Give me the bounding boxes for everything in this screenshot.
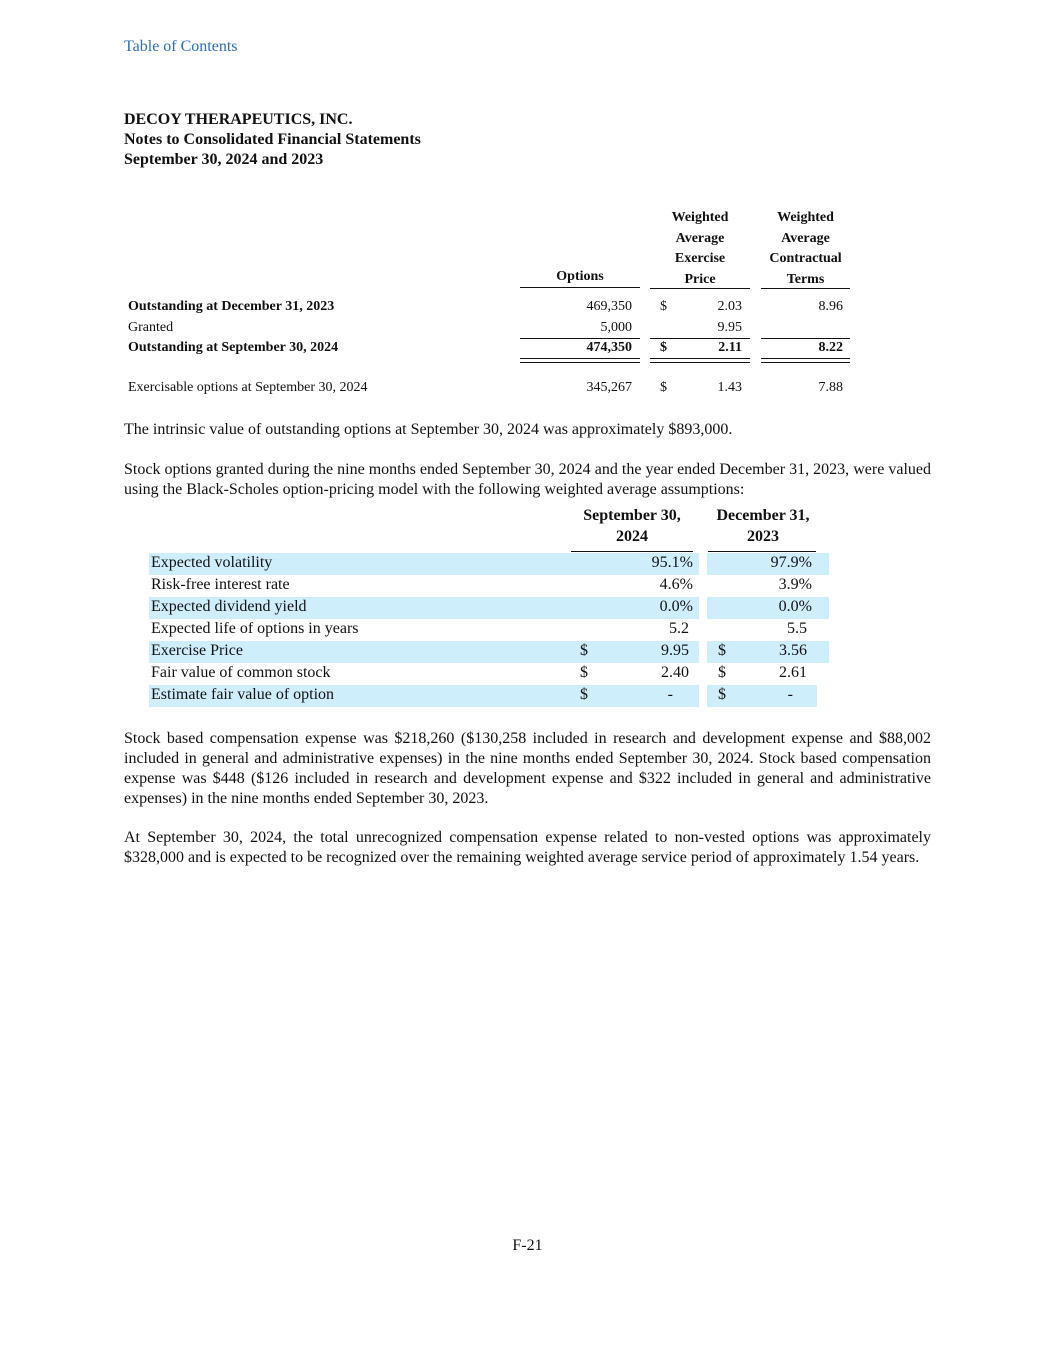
table-row: [149, 575, 829, 597]
dollar-sign: $: [718, 686, 726, 703]
price-value: 2.11: [718, 340, 742, 355]
table-row-label: Outstanding at September 30, 2024: [128, 340, 339, 355]
table-row-label: Granted: [128, 320, 174, 335]
dollar-sign: $: [660, 299, 667, 314]
options-value: 469,350: [586, 299, 632, 314]
dec-value: 3.9%: [778, 576, 812, 593]
assumption-label: Expected volatility: [151, 554, 273, 571]
table-row: [149, 663, 829, 685]
total-double-line: [520, 358, 640, 363]
table-row: [149, 685, 817, 707]
assumption-label: Expected life of options in years: [151, 620, 359, 637]
sept-value: 4.6%: [659, 576, 693, 593]
price-header-underline: [650, 288, 750, 289]
table-row-label: Outstanding at December 31, 2023: [128, 299, 335, 314]
terms-value: 8.22: [818, 340, 843, 355]
price-value: 1.43: [717, 380, 742, 395]
document-header: [124, 110, 421, 170]
dec-value: -: [787, 686, 793, 703]
page-number: F-21: [512, 1237, 543, 1254]
table-row: [149, 641, 829, 663]
dollar-sign: $: [660, 380, 667, 395]
terms-value: 7.88: [818, 380, 843, 395]
dec-value: 2.61: [779, 664, 807, 681]
dec-header-underline: [708, 551, 816, 552]
table-row: [149, 553, 829, 575]
options-value: 474,350: [586, 340, 632, 355]
sept-value: 0.0%: [659, 598, 693, 615]
sept-value: 95.1%: [651, 554, 693, 571]
options-value: 5,000: [600, 320, 632, 335]
total-double-line: [761, 358, 850, 363]
table-row-label: Exercisable options at September 30, 2024: [128, 380, 368, 395]
unrecognized-expense-paragraph: At September 30, 2024, the total unrecognized compensation expense related to non-vested options was approximately $328,000 and is expected to be recognized over the remaining weighted average service period of approximately 1.54 years.: [124, 829, 931, 866]
black-scholes-paragraph: Stock options granted during the nine months ended September 30, 2024 and the year ended December 31, 2023, were valued using the Black-Scholes option-pricing model with the following weighted average assumptions:: [124, 461, 931, 498]
subtotal-line: [650, 338, 750, 339]
intrinsic-value-paragraph: The intrinsic value of outstanding options at September 30, 2024 was approximately $893,000.: [124, 421, 733, 438]
sept-2024-column-header: September 30, 2024: [583, 507, 681, 545]
dollar-sign: $: [580, 642, 588, 659]
dec-value: 97.9%: [770, 554, 812, 571]
assumption-label: Estimate fair value of option: [151, 686, 335, 703]
dec-2023-column-header: December 31, 2023: [716, 507, 810, 545]
sept-header-underline: [571, 551, 693, 552]
table-row: [149, 597, 829, 619]
assumption-label: Expected dividend yield: [151, 598, 307, 615]
dollar-sign: $: [718, 642, 726, 659]
total-double-line: [650, 358, 750, 363]
subtotal-line: [761, 338, 850, 339]
price-value: 9.95: [717, 320, 742, 335]
dec-value: 3.56: [779, 642, 807, 659]
sept-value: -: [667, 686, 673, 703]
dec-value: 0.0%: [778, 598, 812, 615]
dollar-sign: $: [718, 664, 726, 681]
wa-exercise-price-header: Weighted Average Exercise Price: [671, 210, 729, 287]
wa-contractual-terms-header: Weighted Average Contractual Terms: [769, 210, 842, 287]
price-value: 2.03: [717, 299, 742, 314]
assumption-label: Exercise Price: [151, 642, 243, 659]
options-column-header: Options: [556, 269, 604, 284]
terms-value: 8.96: [818, 299, 843, 314]
notes-title: Notes to Consolidated Financial Statements: [124, 131, 421, 148]
compensation-paragraph: Stock based compensation expense was $218,260 ($130,258 included in research and development expense and $88,002 included in general and administrative expenses) in the nine months ended September 30, 2024. Stock based compensation expense was $448 ($126 included in research and development expense and $322 included in general and administrative expenses) in the nine months ended September 30, 2023.: [124, 730, 931, 807]
terms-header-underline: [761, 288, 850, 289]
reporting-period: September 30, 2024 and 2023: [124, 151, 324, 168]
dollar-sign: $: [580, 664, 588, 681]
dollar-sign: $: [580, 686, 588, 703]
dollar-sign: $: [660, 340, 667, 355]
sept-value: 9.95: [661, 642, 689, 659]
sept-value: 5.2: [669, 620, 689, 637]
subtotal-line: [520, 338, 640, 339]
options-value: 345,267: [586, 380, 632, 395]
table-of-contents-link[interactable]: Table of Contents: [124, 38, 238, 55]
sept-value: 2.40: [661, 664, 689, 681]
assumption-label: Fair value of common stock: [151, 664, 331, 681]
company-name: DECOY THERAPEUTICS, INC.: [124, 111, 353, 128]
options-header-underline: [520, 287, 640, 288]
table-row: [149, 619, 829, 641]
assumption-label: Risk-free interest rate: [151, 576, 290, 593]
dec-value: 5.5: [787, 620, 807, 637]
